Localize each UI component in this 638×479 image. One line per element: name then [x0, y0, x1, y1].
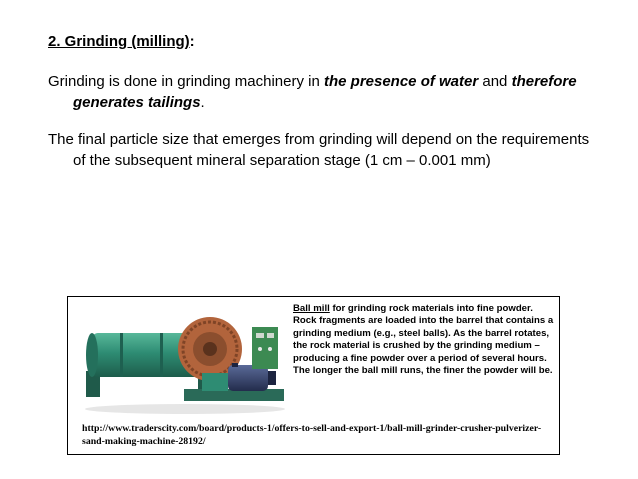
paragraph-text: . — [200, 94, 205, 111]
image-source-link[interactable]: http://www.traderscity.com/board/products-1/offers-to-sell-and-export-1/ball-mill-grinder-crusher-pulverizer-sand-making-machine-28192/ — [82, 423, 542, 447]
paragraph-particle-size: The final particle size that emerges from grinding will depend on the requirements of the subsequent mineral separation stage (1 cm – 0.001 mm) — [48, 131, 590, 169]
ball-mill-caption-title: Ball mill — [293, 303, 330, 314]
paragraph-grinding-water — [48, 71, 593, 113]
ball-mill-figure — [67, 296, 560, 455]
ball-mill-caption — [293, 303, 555, 377]
ball-mill-caption-body: for grinding rock materials into fine powder. Rock fragments are loaded into the barrel that contains a grinding medium (e.g., steel balls). As the barrel rotates, the rock material is crushed by the grinding medium – producing a fine powder over a period of several hours. The longer the ball mill runs, the finer the powder will be. — [293, 303, 554, 377]
emphasis-generates-tailings: therefore generates tailings — [73, 73, 577, 111]
emphasis-presence-of-water: the presence of water — [323, 73, 479, 90]
paragraph-text: and — [478, 73, 512, 90]
slide-heading-text: 2. Grinding (milling) — [48, 33, 190, 50]
paragraph-text: Grinding is done in grinding machinery in — [48, 73, 324, 90]
slide-heading — [48, 33, 195, 51]
ball-mill-machine-illustration — [80, 303, 290, 415]
slide-heading-colon: : — [189, 33, 195, 50]
